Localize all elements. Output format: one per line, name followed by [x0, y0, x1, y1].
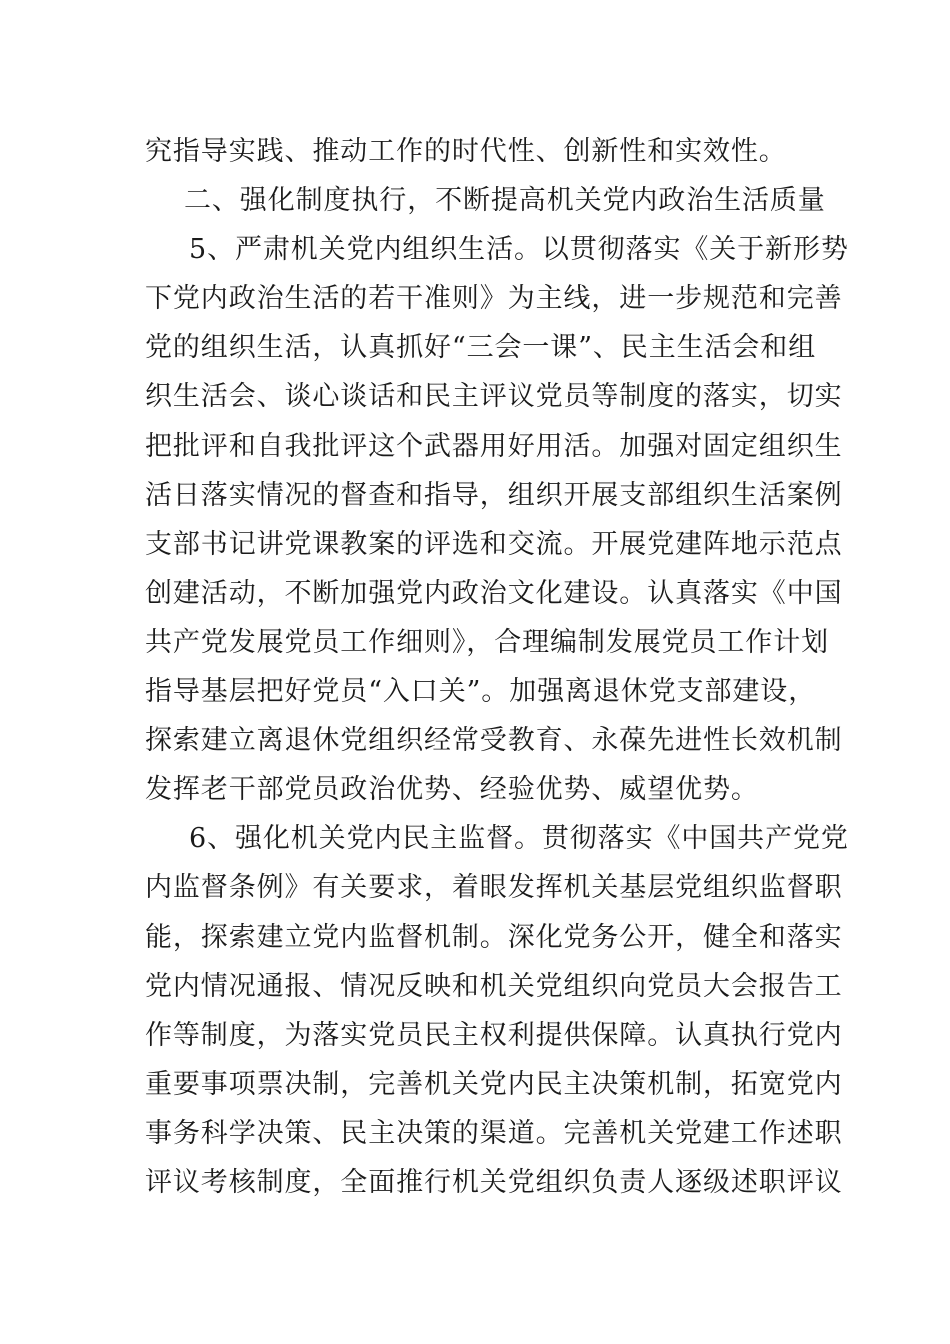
text-line: 党内情况通报、情况反映和机关党组织向党员大会报告工: [145, 970, 843, 1002]
text-line: 事务科学决策、民主决策的渠道。完善机关党建工作述职: [145, 1117, 843, 1149]
text-line: 活日落实情况的督查和指导，组织开展支部组织生活案例: [145, 479, 843, 511]
text-line: 能，探索建立党内监督机制。深化党务公开，健全和落实: [145, 921, 843, 953]
text-line: 究指导实践、推动工作的时代性、创新性和实效性。: [145, 136, 787, 167]
text-line: 重要事项票决制，完善机关党内民主决策机制，拓宽党内: [145, 1068, 843, 1100]
body-text: [145, 127, 849, 1207]
section-heading: 二、强化制度执行，不断提高机关党内政治生活质量: [184, 185, 826, 217]
text-line: 党的组织生活，认真抓好“三会一课”、民主生活会和组: [145, 332, 817, 364]
text-line: 作等制度，为落实党员民主权利提供保障。认真执行党内: [145, 1019, 843, 1051]
text-line: 创建活动，不断加强党内政治文化建设。认真落实《中国: [145, 577, 843, 609]
text-line: 评议考核制度，全面推行机关党组织负责人逐级述职评议: [145, 1166, 843, 1198]
text-line: 探索建立离退休党组织经常受教育、永葆先进性长效机制: [145, 725, 843, 757]
text-line: 把批评和自我批评这个武器用好用活。加强对固定组织生: [145, 430, 843, 462]
text-line: 支部书记讲党课教案的评选和交流。开展党建阵地示范点: [145, 528, 843, 560]
text-line: 6、强化机关党内民主监督。贯彻落实《中国共产党党: [189, 823, 849, 855]
text-line: 下党内政治生活的若干准则》为主线，进一步规范和完善: [145, 283, 843, 315]
text-line: 5、严肃机关党内组织生活。以贯彻落实《关于新形势: [189, 234, 849, 266]
text-line: 内监督条例》有关要求，着眼发挥机关基层党组织监督职: [145, 872, 843, 904]
text-line: 织生活会、谈心谈话和民主评议党员等制度的落实，切实: [145, 381, 843, 413]
text-line: 共产党发展党员工作细则》，合理编制发展党员工作计划: [145, 626, 829, 658]
text-line: 发挥老干部党员政治优势、经验优势、威望优势。: [145, 774, 759, 806]
text-line: 指导基层把好党员“入口关”。加强离退休党支部建设，: [145, 676, 817, 708]
